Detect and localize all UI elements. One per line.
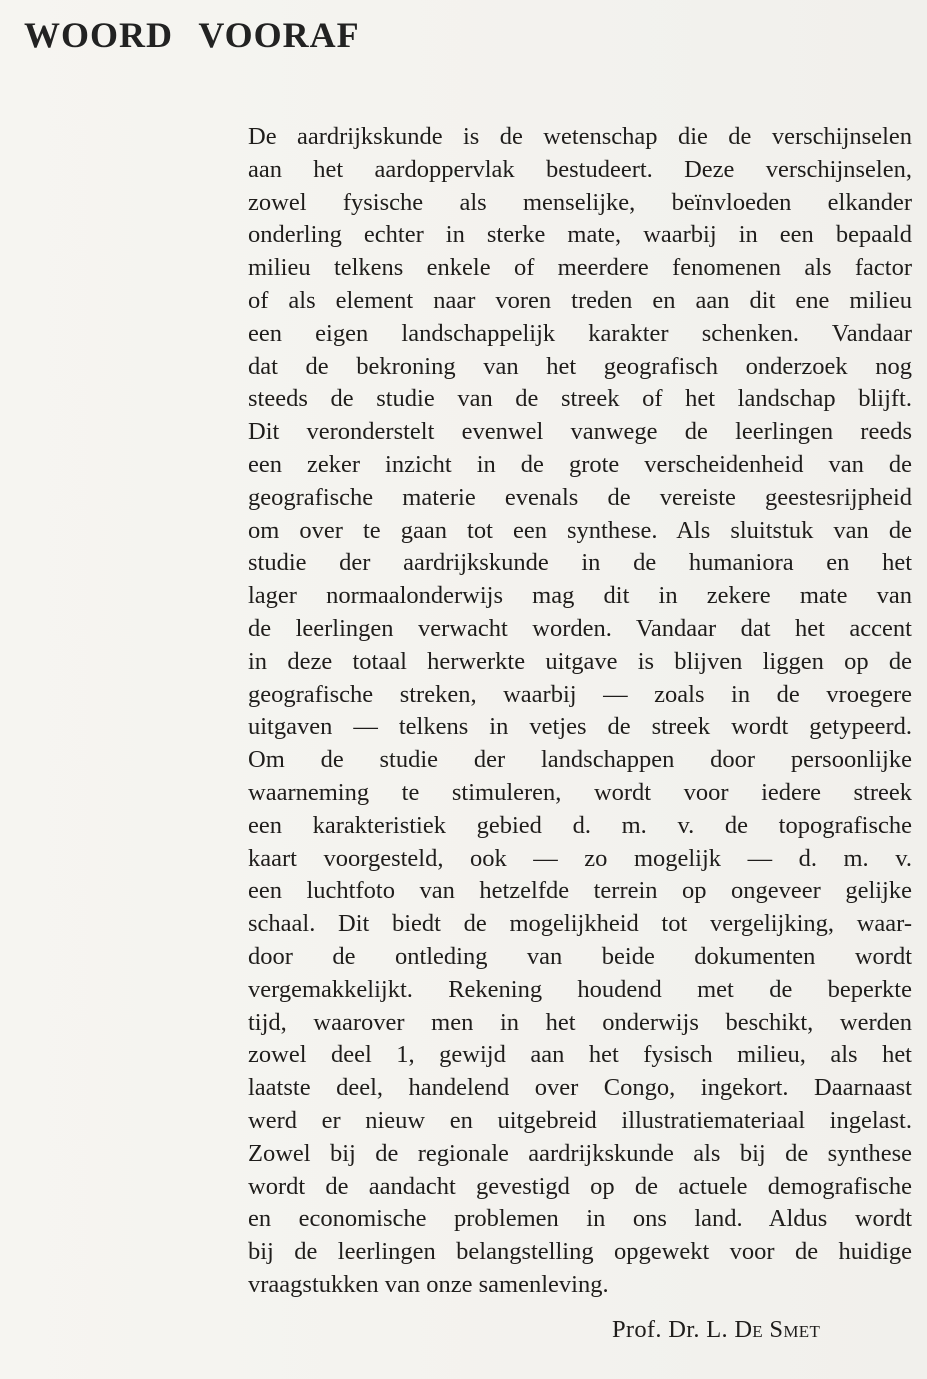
text-line: uitgaven — telkens in vetjes de streek wordt getypeerd. — [248, 713, 912, 741]
author-signature — [612, 1316, 820, 1344]
text-line: de leerlingen verwacht worden. Vandaar dat het accent — [248, 614, 912, 642]
text-line: geografische materie evenals de vereiste geestesrijpheid — [248, 483, 912, 511]
text-line: lager normaalonderwijs mag dit in zekere mate van — [248, 582, 912, 610]
text-line: schaal. Dit biedt de mogelijkheid tot vergelijking, waar- — [248, 910, 912, 938]
text-line: vergemakkelijkt. Rekening houdend met de beperkte — [248, 975, 912, 1003]
preface-paragraph — [248, 121, 912, 1302]
text-line: in deze totaal herwerkte uitgave is blijven liggen op de — [248, 647, 912, 675]
text-line: geografische streken, waarbij — zoals in de vroegere — [248, 680, 912, 708]
signature-prefix: Prof. Dr. L. — [612, 1316, 735, 1343]
text-line: om over te gaan tot een synthese. Als sluitstuk van de — [248, 516, 912, 544]
text-line: een luchtfoto van hetzelfde terrein op ongeveer gelijke — [248, 877, 912, 905]
signature-name: De Smet — [734, 1316, 821, 1343]
text-line: onderling echter in sterke mate, waarbij in een bepaald — [248, 221, 912, 249]
text-line: en economische problemen in ons land. Aldus wordt — [248, 1205, 912, 1233]
text-line: een eigen landschappelijk karakter schenken. Vandaar — [248, 319, 912, 347]
text-line: steeds de studie van de streek of het landschap blijft. — [248, 385, 912, 413]
text-line: werd er nieuw en uitgebreid illustratiemateriaal ingelast. — [248, 1106, 912, 1134]
text-line: zowel deel 1, gewijd aan het fysisch milieu, als het — [248, 1041, 912, 1069]
text-line: De aardrijkskunde is de wetenschap die de verschijnselen — [248, 123, 912, 150]
text-line: studie der aardrijkskunde in de humaniora en het — [248, 549, 912, 577]
text-line: Zowel bij de regionale aardrijkskunde als bij de synthese — [248, 1139, 912, 1167]
text-line: aan het aardoppervlak bestudeert. Deze verschijnselen, — [248, 155, 912, 183]
text-line: zowel fysische als menselijke, beïnvloeden elkander — [248, 188, 912, 216]
text-line: een zeker inzicht in de grote verscheidenheid van de — [248, 450, 912, 478]
text-line: Dit veronderstelt evenwel vanwege de leerlingen reeds — [248, 418, 912, 446]
text-line: tijd, waarover men in het onderwijs beschikt, werden — [248, 1008, 912, 1036]
text-line: laatste deel, handelend over Congo, ingekort. Daarnaast — [248, 1074, 912, 1102]
text-line: vraagstukken van onze samenleving. — [248, 1270, 609, 1298]
text-line: waarneming te stimuleren, wordt voor iedere streek — [248, 778, 912, 806]
text-line: dat de bekroning van het geografisch onderzoek nog — [248, 352, 912, 380]
text-line: of als element naar voren treden en aan dit ene milieu — [248, 286, 912, 314]
text-line: bij de leerlingen belangstelling opgewekt voor de huidige — [248, 1238, 912, 1266]
text-line: milieu telkens enkele of meerdere fenomenen als factor — [248, 254, 912, 282]
text-line: wordt de aandacht gevestigd op de actuele demografische — [248, 1172, 912, 1200]
text-line: Om de studie der landschappen door persoonlijke — [248, 746, 912, 774]
text-line: een karakteristiek gebied d. m. v. de topografische — [248, 811, 912, 839]
page-title: WOORD VOORAF — [24, 15, 360, 55]
text-line: door de ontleding van beide dokumenten wordt — [248, 942, 912, 970]
text-line: kaart voorgesteld, ook — zo mogelijk — d. m. v. — [248, 844, 912, 872]
